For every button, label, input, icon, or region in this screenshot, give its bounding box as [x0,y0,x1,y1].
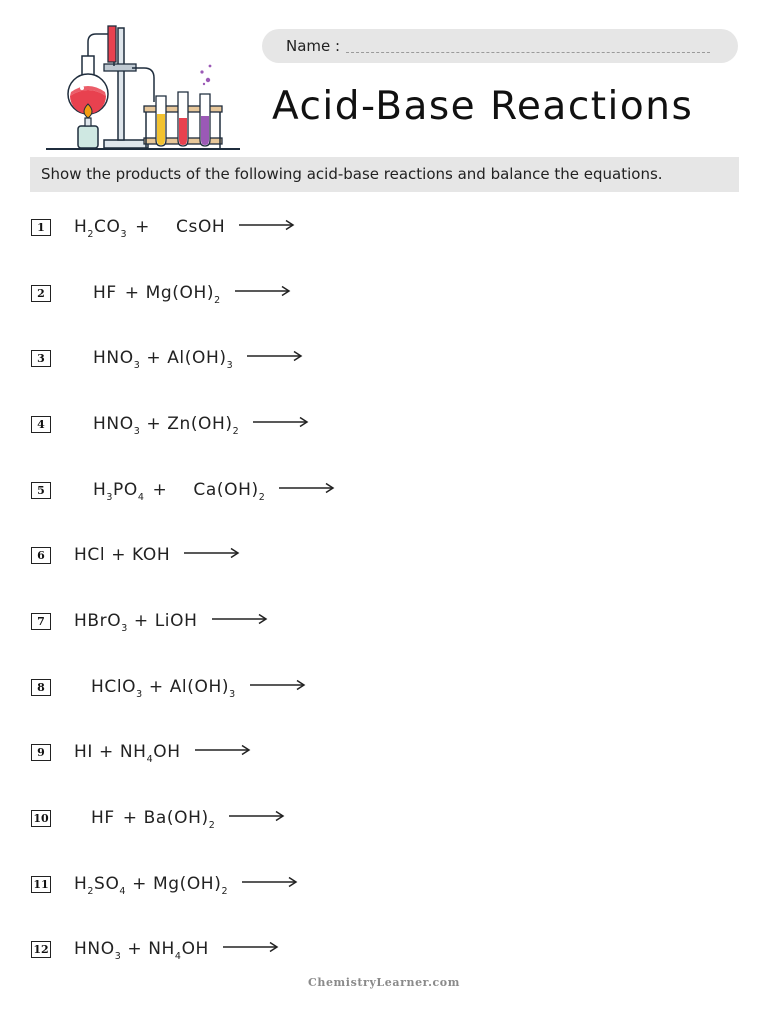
equation: HF + Mg(OH) $_2$ [93,283,291,303]
plus-sign: + [124,283,140,303]
right-arrow-icon [229,810,285,822]
question-number: 12 [31,941,51,958]
formula-part: HNO [93,414,134,434]
formula-part: KOH [132,545,171,565]
right-arrow-icon [279,482,335,494]
question-number: 3 [31,350,51,367]
plus-sign: + [148,677,164,697]
question-number: 5 [31,482,51,499]
right-arrow-icon [212,613,268,625]
formula-part: CO [94,217,121,237]
question-number: 4 [31,416,51,433]
question-10 [31,803,285,833]
question-9 [31,737,251,767]
equation: HNO $_3$ + Zn(OH) $_2$ [93,414,309,434]
formula-part: NH [148,939,175,959]
question-number: 7 [31,613,51,630]
formula-part: OH [153,742,181,762]
question-8 [31,672,306,702]
question-12 [31,934,279,964]
question-number: 1 [31,219,51,236]
formula-part: LiOH [154,611,198,631]
formula-part: HNO [74,939,115,959]
question-number: 8 [31,679,51,696]
right-arrow-icon [242,876,298,888]
equation: H $_2$ CO $_3$ + CsOH [74,217,295,237]
question-number: 6 [31,547,51,564]
formula-part: CsOH [176,217,226,237]
question-7 [31,606,268,636]
equation: HBrO $_3$ + LiOH [74,611,268,631]
name-label: Name : [286,37,341,55]
formula-part: H [93,480,107,500]
formula-part: HCl [74,545,106,565]
right-arrow-icon [247,350,303,362]
question-5 [31,475,335,505]
formula-part: Al(OH) [169,677,230,697]
chemistry-lab-illustration-icon [44,22,244,154]
formula-part: HClO [91,677,137,697]
question-1 [31,212,295,242]
question-number: 9 [31,744,51,761]
formula-part: Zn(OH) [167,414,233,434]
equation: HClO $_3$ + Al(OH) $_3$ [91,677,306,697]
instruction-text: Show the products of the following acid-base reactions and balance the equations. [41,165,663,183]
formula-part: H [74,217,88,237]
formula-part: HF [91,808,115,828]
formula-part: H [74,874,88,894]
plus-sign: + [152,480,168,500]
formula-part: HF [93,283,117,303]
formula-part: Mg(OH) [145,283,215,303]
formula-part: HI [74,742,93,762]
question-number: 11 [31,876,51,893]
plus-sign: + [146,348,162,368]
question-3 [31,343,303,373]
right-arrow-icon [235,285,291,297]
equation: H $_3$ PO $_4$ + Ca(OH) $_2$ [93,480,335,500]
formula-part: PO [113,480,138,500]
equation: HNO $_3$ + Al(OH) $_3$ [93,348,303,368]
equation [74,545,240,565]
plus-sign: + [135,217,151,237]
question-11 [31,869,298,899]
name-field[interactable] [262,29,738,63]
plus-sign: + [146,414,162,434]
equation: HI + NH $_4$ OH [74,742,251,762]
right-arrow-icon [250,679,306,691]
plus-sign: + [111,545,127,565]
formula-part: SO [94,874,120,894]
instruction-bar [30,157,739,192]
right-arrow-icon [195,744,251,756]
right-arrow-icon [253,416,309,428]
plus-sign: + [122,808,138,828]
question-number: 10 [31,810,51,827]
equation: HF + Ba(OH) $_2$ [91,808,285,828]
formula-part: Ca(OH) [193,480,259,500]
equation: H $_2$ SO $_4$ + Mg(OH) $_2$ [74,874,298,894]
formula-part: Mg(OH) [152,874,222,894]
formula-part: HNO [93,348,134,368]
plus-sign: + [99,742,114,762]
question-4 [31,409,309,439]
plus-sign: + [127,939,143,959]
question-6 [31,540,240,570]
formula-part: NH [119,742,147,762]
page-title: Acid-Base Reactions [272,84,694,129]
name-line [346,52,710,53]
formula-part: OH [181,939,209,959]
formula-part: Al(OH) [167,348,227,368]
plus-sign: + [133,611,149,631]
right-arrow-icon [184,547,240,559]
equation: HNO $_3$ + NH $_4$ OH [74,939,279,959]
right-arrow-icon [239,219,295,231]
formula-part: Ba(OH) [143,808,209,828]
plus-sign: + [132,874,147,894]
formula-part: HBrO [74,611,122,631]
right-arrow-icon [223,941,279,953]
question-2 [31,278,291,308]
footer-credit: ChemistryLearner.com [308,976,460,989]
question-number: 2 [31,285,51,302]
